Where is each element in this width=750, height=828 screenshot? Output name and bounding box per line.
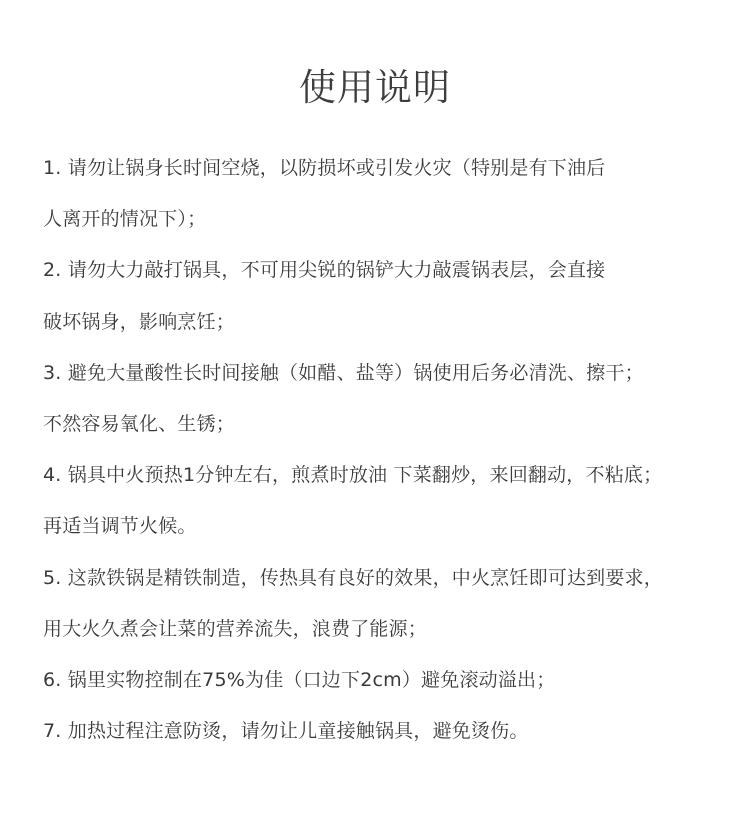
instruction-line: 3. 避免大量酸性长时间接触（如醋、盐等）锅使用后务必清洗、擦干；: [43, 361, 644, 384]
instruction-line: 4. 锅具中火预热1分钟左右，煎煮时放油 下菜翻炒，来回翻动，不粘底；: [43, 464, 663, 487]
instruction-line: 1. 请勿让锅身长时间空烧，以防损坏或引发火灾（特别是有下油后: [43, 157, 606, 179]
instructions-list: [43, 152, 723, 766]
instruction-line: 6. 锅里实物控制在75%为佳（口边下2cm）避免滚动溢出；: [43, 668, 556, 691]
instruction-line: 2. 请勿大力敲打锅具，不可用尖锐的锅铲大力敲震锅表层，会直接: [43, 259, 606, 282]
instruction-line: 7. 加热过程注意防烫，请勿让儿童接触锅具，避免烫伤。: [43, 720, 529, 743]
instruction-line: 破坏锅身，影响烹饪；: [43, 310, 236, 333]
instruction-line: 5. 这款铁锅是精铁制造，传热具有良好的效果，中火烹饪即可达到要求，: [43, 566, 663, 589]
instruction-line: 再适当调节火候。: [43, 515, 197, 538]
instruction-line: 人离开的情况下）；: [43, 208, 207, 231]
instruction-line: 不然容易氧化、生锈；: [43, 412, 236, 435]
instruction-line: 用大火久煮会让菜的营养流失，浪费了能源；: [43, 617, 428, 640]
page-title: 使用说明: [299, 66, 451, 109]
